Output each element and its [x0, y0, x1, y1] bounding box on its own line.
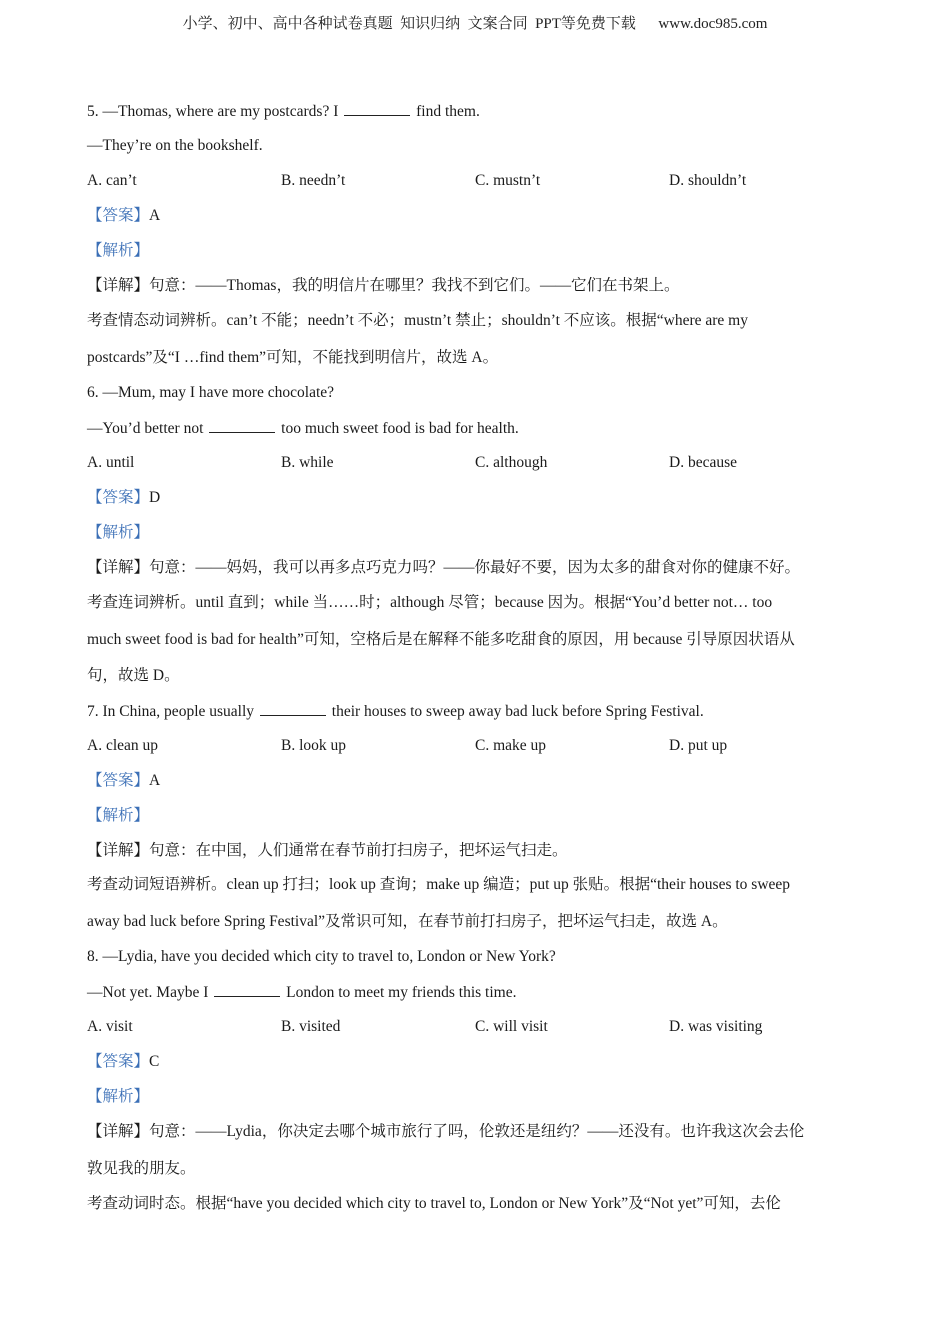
question-7-stem: 7. In China, people usually their houses to sweep away bad luck before Spring Festival. — [87, 703, 704, 720]
option-b: B. needn’t — [281, 172, 346, 189]
option-b: B. look up — [281, 737, 347, 754]
option-a: A. can’t — [87, 172, 137, 189]
answer-blank — [209, 418, 275, 433]
answer-line: 【答案】D — [87, 489, 161, 506]
option-c: C. mustn’t — [475, 172, 541, 189]
explain-line: 考查情态动词辨析。can’t 不能；needn’t 不必；mustn’t 禁止；shouldn’t 不应该。根据“where are my — [87, 312, 748, 329]
page-header: 小学、初中、高中各种试卷真题 知识归纳 文案合同 PPT等免费下载 www.doc985.com — [182, 16, 768, 32]
option-d: D. shouldn’t — [669, 172, 747, 189]
option-d: D. put up — [669, 737, 728, 754]
answer-line: 【答案】A — [87, 772, 161, 789]
option-a: A. until — [87, 454, 135, 471]
analysis-label: 【解析】 — [87, 242, 150, 259]
option-c: C. although — [475, 454, 548, 471]
detail-line: 【详解】句意：在中国，人们通常在春节前打扫房子，把坏运气扫走。 — [87, 842, 568, 859]
option-b: B. while — [281, 454, 334, 471]
detail-line: 敦见我的朋友。 — [87, 1160, 196, 1177]
answer-line: 【答案】A — [87, 207, 161, 224]
answer-line: 【答案】C — [87, 1053, 160, 1070]
option-a: A. visit — [87, 1018, 133, 1035]
detail-line: 【详解】句意：——Lydia，你决定去哪个城市旅行了吗，伦敦还是纽约？——还没有。也许我这次会去伦 — [87, 1123, 805, 1140]
answer-blank — [214, 982, 280, 997]
analysis-label: 【解析】 — [87, 1088, 150, 1105]
option-c: C. will visit — [475, 1018, 548, 1035]
explain-line: 考查连词辨析。until 直到；while 当……时；although 尽管；because 因为。根据“You’d better not… too — [87, 594, 773, 611]
explain-line: 句，故选 D。 — [87, 667, 180, 684]
explain-line: 考查动词时态。根据“have you decided which city to travel to, London or New York”及“Not yet”可知，去伦 — [87, 1195, 781, 1212]
option-c: C. make up — [475, 737, 547, 754]
question-5-stem: 5. —Thomas, where are my postcards? I find them. — [87, 103, 480, 120]
question-8-reply: —Not yet. Maybe I London to meet my friends this time. — [87, 984, 517, 1001]
question-6-stem: 6. —Mum, may I have more chocolate? — [87, 384, 335, 401]
option-d: D. was visiting — [669, 1018, 763, 1035]
answer-blank — [260, 701, 326, 716]
question-6-reply: —You’d better not too much sweet food is bad for health. — [87, 420, 519, 437]
option-b: B. visited — [281, 1018, 341, 1035]
question-8-stem: 8. —Lydia, have you decided which city to travel to, London or New York? — [87, 948, 556, 965]
answer-blank — [344, 101, 410, 116]
analysis-label: 【解析】 — [87, 807, 150, 824]
detail-line: 【详解】句意：——Thomas，我的明信片在哪里？我找不到它们。——它们在书架上。 — [87, 277, 680, 294]
question-5-reply: —They’re on the bookshelf. — [87, 137, 263, 154]
option-a: A. clean up — [87, 737, 159, 754]
analysis-label: 【解析】 — [87, 524, 150, 541]
detail-line: 【详解】句意：——妈妈，我可以再多点巧克力吗？——你最好不要，因为太多的甜食对你的健康不好。 — [87, 559, 801, 576]
explain-line: 考查动词短语辨析。clean up 打扫；look up 查询；make up 编造；put up 张贴。根据“their houses to sweep — [87, 876, 791, 893]
explain-line: postcards”及“I …find them”可知，不能找到明信片，故选 A。 — [87, 349, 499, 366]
option-d: D. because — [669, 454, 737, 471]
explain-line: much sweet food is bad for health”可知，空格后是在解释不能多吃甜食的原因，用 because 引导原因状语从 — [87, 631, 795, 648]
explain-line: away bad luck before Spring Festival”及常识可知，在春节前打扫房子，把坏运气扫走，故选 A。 — [87, 913, 728, 930]
